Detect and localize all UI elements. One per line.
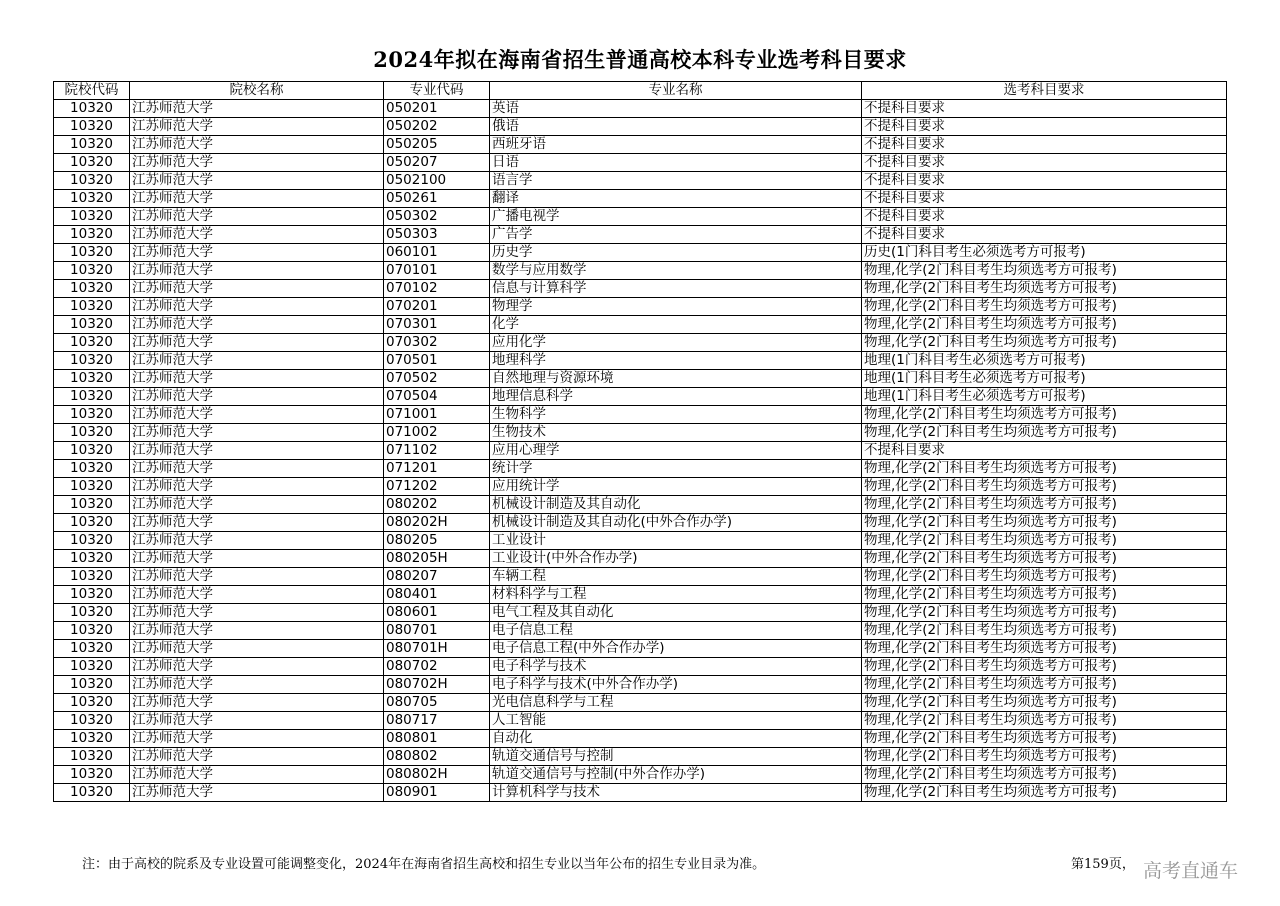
subject-requirement-cell: 物理,化学(2门科目考生均须选考方可报考) (862, 424, 1227, 442)
table-row (54, 730, 1227, 748)
school-name-cell: 江苏师范大学 (130, 568, 384, 586)
major-code-cell: 070102 (384, 280, 490, 298)
major-code-cell: 071002 (384, 424, 490, 442)
school-name-cell: 江苏师范大学 (130, 172, 384, 190)
major-code-cell: 070504 (384, 388, 490, 406)
table-row (54, 226, 1227, 244)
major-code-cell: 080802H (384, 766, 490, 784)
school-name-cell: 江苏师范大学 (130, 532, 384, 550)
school-code-cell: 10320 (54, 280, 130, 298)
table-row (54, 208, 1227, 226)
subject-requirement-cell: 物理,化学(2门科目考生均须选考方可报考) (862, 532, 1227, 550)
major-code-cell: 050261 (384, 190, 490, 208)
major-code-cell: 050202 (384, 118, 490, 136)
school-code-cell: 10320 (54, 136, 130, 154)
major-name-cell: 应用化学 (490, 334, 862, 352)
school-name-cell: 江苏师范大学 (130, 748, 384, 766)
table-row (54, 100, 1227, 118)
table-row (54, 118, 1227, 136)
requirements-table (53, 81, 1227, 802)
school-code-cell: 10320 (54, 262, 130, 280)
school-name-cell: 江苏师范大学 (130, 658, 384, 676)
table-row (54, 154, 1227, 172)
school-code-cell: 10320 (54, 766, 130, 784)
subject-requirement-cell: 不提科目要求 (862, 208, 1227, 226)
school-name-cell: 江苏师范大学 (130, 118, 384, 136)
major-code-cell: 080801 (384, 730, 490, 748)
major-code-cell: 0502100 (384, 172, 490, 190)
major-code-cell: 080705 (384, 694, 490, 712)
major-name-cell: 工业设计 (490, 532, 862, 550)
major-name-cell: 统计学 (490, 460, 862, 478)
major-name-cell: 化学 (490, 316, 862, 334)
school-code-cell: 10320 (54, 658, 130, 676)
major-name-cell: 物理学 (490, 298, 862, 316)
school-name-cell: 江苏师范大学 (130, 280, 384, 298)
major-name-cell: 应用心理学 (490, 442, 862, 460)
major-name-cell: 自然地理与资源环境 (490, 370, 862, 388)
school-name-cell: 江苏师范大学 (130, 712, 384, 730)
school-name-cell: 江苏师范大学 (130, 676, 384, 694)
subject-requirement-cell: 物理,化学(2门科目考生均须选考方可报考) (862, 784, 1227, 802)
school-name-cell: 江苏师范大学 (130, 604, 384, 622)
table-row (54, 442, 1227, 460)
subject-requirement-cell: 物理,化学(2门科目考生均须选考方可报考) (862, 712, 1227, 730)
subject-requirement-cell: 不提科目要求 (862, 100, 1227, 118)
subject-requirement-cell: 物理,化学(2门科目考生均须选考方可报考) (862, 586, 1227, 604)
major-code-cell: 071102 (384, 442, 490, 460)
table-row (54, 568, 1227, 586)
major-code-cell: 060101 (384, 244, 490, 262)
school-code-cell: 10320 (54, 406, 130, 424)
table-row (54, 532, 1227, 550)
major-name-cell: 车辆工程 (490, 568, 862, 586)
subject-requirement-cell: 物理,化学(2门科目考生均须选考方可报考) (862, 658, 1227, 676)
subject-requirement-cell: 物理,化学(2门科目考生均须选考方可报考) (862, 568, 1227, 586)
major-code-cell: 080205 (384, 532, 490, 550)
school-name-cell: 江苏师范大学 (130, 766, 384, 784)
subject-requirement-cell: 不提科目要求 (862, 442, 1227, 460)
major-name-cell: 机械设计制造及其自动化 (490, 496, 862, 514)
subject-requirement-cell: 物理,化学(2门科目考生均须选考方可报考) (862, 298, 1227, 316)
major-code-cell: 071201 (384, 460, 490, 478)
major-code-cell: 080717 (384, 712, 490, 730)
watermark: 高考直通车 (1143, 860, 1239, 882)
subject-requirement-cell: 物理,化学(2门科目考生均须选考方可报考) (862, 640, 1227, 658)
subject-requirement-cell: 物理,化学(2门科目考生均须选考方可报考) (862, 280, 1227, 298)
table-row (54, 352, 1227, 370)
school-name-cell: 江苏师范大学 (130, 316, 384, 334)
school-code-cell: 10320 (54, 532, 130, 550)
header-major-name: 专业名称 (490, 82, 862, 100)
page-title: 2024年拟在海南省招生普通高校本科专业选考科目要求 (373, 47, 907, 72)
school-code-cell: 10320 (54, 550, 130, 568)
subject-requirement-cell: 物理,化学(2门科目考生均须选考方可报考) (862, 406, 1227, 424)
subject-requirement-cell: 物理,化学(2门科目考生均须选考方可报考) (862, 766, 1227, 784)
school-code-cell: 10320 (54, 154, 130, 172)
table-row (54, 694, 1227, 712)
major-name-cell: 生物技术 (490, 424, 862, 442)
major-code-cell: 080802 (384, 748, 490, 766)
major-code-cell: 080202 (384, 496, 490, 514)
school-code-cell: 10320 (54, 352, 130, 370)
major-name-cell: 英语 (490, 100, 862, 118)
school-name-cell: 江苏师范大学 (130, 640, 384, 658)
major-code-cell: 071001 (384, 406, 490, 424)
major-name-cell: 电子信息工程 (490, 622, 862, 640)
major-name-cell: 地理信息科学 (490, 388, 862, 406)
header-major-code: 专业代码 (384, 82, 490, 100)
school-code-cell: 10320 (54, 784, 130, 802)
major-name-cell: 机械设计制造及其自动化(中外合作办学) (490, 514, 862, 532)
school-name-cell: 江苏师范大学 (130, 442, 384, 460)
header-school-name: 院校名称 (130, 82, 384, 100)
subject-requirement-cell: 物理,化学(2门科目考生均须选考方可报考) (862, 478, 1227, 496)
school-code-cell: 10320 (54, 604, 130, 622)
major-name-cell: 轨道交通信号与控制 (490, 748, 862, 766)
major-name-cell: 工业设计(中外合作办学) (490, 550, 862, 568)
major-name-cell: 西班牙语 (490, 136, 862, 154)
major-name-cell: 光电信息科学与工程 (490, 694, 862, 712)
table-row (54, 766, 1227, 784)
school-name-cell: 江苏师范大学 (130, 352, 384, 370)
school-code-cell: 10320 (54, 586, 130, 604)
subject-requirement-cell: 地理(1门科目考生必须选考方可报考) (862, 352, 1227, 370)
school-code-cell: 10320 (54, 478, 130, 496)
school-code-cell: 10320 (54, 370, 130, 388)
footer-note: 注：由于高校的院系及专业设置可能调整变化，2024年在海南省招生高校和招生专业以当年公布的招生专业目录为准。 (82, 857, 766, 872)
table-row (54, 334, 1227, 352)
table-row (54, 622, 1227, 640)
major-code-cell: 050302 (384, 208, 490, 226)
table-row (54, 316, 1227, 334)
major-code-cell: 080207 (384, 568, 490, 586)
subject-requirement-cell: 物理,化学(2门科目考生均须选考方可报考) (862, 514, 1227, 532)
subject-requirement-cell: 地理(1门科目考生必须选考方可报考) (862, 370, 1227, 388)
school-name-cell: 江苏师范大学 (130, 424, 384, 442)
table-row (54, 478, 1227, 496)
header-school-code: 院校代码 (54, 82, 130, 100)
subject-requirement-cell: 不提科目要求 (862, 226, 1227, 244)
table-row (54, 424, 1227, 442)
school-code-cell: 10320 (54, 100, 130, 118)
school-code-cell: 10320 (54, 622, 130, 640)
major-code-cell: 050303 (384, 226, 490, 244)
table-row (54, 658, 1227, 676)
table-row (54, 388, 1227, 406)
school-code-cell: 10320 (54, 172, 130, 190)
table-body (54, 100, 1227, 802)
major-code-cell: 080401 (384, 586, 490, 604)
major-name-cell: 人工智能 (490, 712, 862, 730)
major-name-cell: 数学与应用数学 (490, 262, 862, 280)
major-name-cell: 轨道交通信号与控制(中外合作办学) (490, 766, 862, 784)
subject-requirement-cell: 物理,化学(2门科目考生均须选考方可报考) (862, 460, 1227, 478)
subject-requirement-cell: 物理,化学(2门科目考生均须选考方可报考) (862, 496, 1227, 514)
school-name-cell: 江苏师范大学 (130, 226, 384, 244)
subject-requirement-cell: 物理,化学(2门科目考生均须选考方可报考) (862, 694, 1227, 712)
subject-requirement-cell: 不提科目要求 (862, 118, 1227, 136)
table-row (54, 406, 1227, 424)
major-name-cell: 电气工程及其自动化 (490, 604, 862, 622)
major-code-cell: 080601 (384, 604, 490, 622)
major-name-cell: 地理科学 (490, 352, 862, 370)
subject-requirement-cell: 不提科目要求 (862, 136, 1227, 154)
subject-requirement-cell: 不提科目要求 (862, 190, 1227, 208)
school-code-cell: 10320 (54, 118, 130, 136)
school-code-cell: 10320 (54, 442, 130, 460)
school-name-cell: 江苏师范大学 (130, 550, 384, 568)
school-name-cell: 江苏师范大学 (130, 460, 384, 478)
table-row (54, 370, 1227, 388)
subject-requirement-cell: 物理,化学(2门科目考生均须选考方可报考) (862, 316, 1227, 334)
table-row (54, 748, 1227, 766)
subject-requirement-cell: 不提科目要求 (862, 154, 1227, 172)
school-name-cell: 江苏师范大学 (130, 100, 384, 118)
major-name-cell: 语言学 (490, 172, 862, 190)
school-name-cell: 江苏师范大学 (130, 730, 384, 748)
school-code-cell: 10320 (54, 712, 130, 730)
major-code-cell: 070201 (384, 298, 490, 316)
subject-requirement-cell: 物理,化学(2门科目考生均须选考方可报考) (862, 262, 1227, 280)
major-name-cell: 翻译 (490, 190, 862, 208)
table-row (54, 784, 1227, 802)
major-name-cell: 电子信息工程(中外合作办学) (490, 640, 862, 658)
table-row (54, 640, 1227, 658)
subject-requirement-cell: 物理,化学(2门科目考生均须选考方可报考) (862, 550, 1227, 568)
school-name-cell: 江苏师范大学 (130, 622, 384, 640)
school-name-cell: 江苏师范大学 (130, 370, 384, 388)
table-row (54, 244, 1227, 262)
header-row (54, 82, 1227, 100)
school-code-cell: 10320 (54, 316, 130, 334)
school-code-cell: 10320 (54, 514, 130, 532)
school-code-cell: 10320 (54, 388, 130, 406)
major-code-cell: 050207 (384, 154, 490, 172)
major-name-cell: 生物科学 (490, 406, 862, 424)
major-code-cell: 080202H (384, 514, 490, 532)
school-name-cell: 江苏师范大学 (130, 334, 384, 352)
major-name-cell: 历史学 (490, 244, 862, 262)
school-name-cell: 江苏师范大学 (130, 784, 384, 802)
school-code-cell: 10320 (54, 568, 130, 586)
school-code-cell: 10320 (54, 460, 130, 478)
table-header (54, 82, 1227, 100)
major-code-cell: 050201 (384, 100, 490, 118)
table-row (54, 676, 1227, 694)
school-code-cell: 10320 (54, 676, 130, 694)
school-name-cell: 江苏师范大学 (130, 406, 384, 424)
subject-requirement-cell: 物理,化学(2门科目考生均须选考方可报考) (862, 622, 1227, 640)
major-name-cell: 广告学 (490, 226, 862, 244)
school-code-cell: 10320 (54, 694, 130, 712)
school-code-cell: 10320 (54, 226, 130, 244)
header-subject-requirement: 选考科目要求 (862, 82, 1227, 100)
table-row (54, 190, 1227, 208)
major-code-cell: 050205 (384, 136, 490, 154)
major-name-cell: 信息与计算科学 (490, 280, 862, 298)
school-name-cell: 江苏师范大学 (130, 262, 384, 280)
major-code-cell: 070101 (384, 262, 490, 280)
table-row (54, 550, 1227, 568)
major-code-cell: 080702 (384, 658, 490, 676)
major-name-cell: 电子科学与技术(中外合作办学) (490, 676, 862, 694)
school-code-cell: 10320 (54, 208, 130, 226)
major-code-cell: 080901 (384, 784, 490, 802)
major-name-cell: 广播电视学 (490, 208, 862, 226)
major-name-cell: 电子科学与技术 (490, 658, 862, 676)
major-name-cell: 自动化 (490, 730, 862, 748)
school-name-cell: 江苏师范大学 (130, 190, 384, 208)
major-code-cell: 080701 (384, 622, 490, 640)
school-code-cell: 10320 (54, 496, 130, 514)
school-code-cell: 10320 (54, 334, 130, 352)
table-row (54, 262, 1227, 280)
school-name-cell: 江苏师范大学 (130, 496, 384, 514)
school-code-cell: 10320 (54, 748, 130, 766)
school-name-cell: 江苏师范大学 (130, 694, 384, 712)
table-row (54, 460, 1227, 478)
subject-requirement-cell: 物理,化学(2门科目考生均须选考方可报考) (862, 748, 1227, 766)
school-name-cell: 江苏师范大学 (130, 154, 384, 172)
major-code-cell: 070301 (384, 316, 490, 334)
school-name-cell: 江苏师范大学 (130, 208, 384, 226)
school-code-cell: 10320 (54, 190, 130, 208)
school-name-cell: 江苏师范大学 (130, 244, 384, 262)
subject-requirement-cell: 历史(1门科目考生必须选考方可报考) (862, 244, 1227, 262)
school-name-cell: 江苏师范大学 (130, 388, 384, 406)
table-row (54, 172, 1227, 190)
major-name-cell: 应用统计学 (490, 478, 862, 496)
page-number: 第159页， (1071, 857, 1135, 872)
table-row (54, 604, 1227, 622)
major-name-cell: 俄语 (490, 118, 862, 136)
school-code-cell: 10320 (54, 298, 130, 316)
school-name-cell: 江苏师范大学 (130, 586, 384, 604)
school-name-cell: 江苏师范大学 (130, 298, 384, 316)
subject-requirement-cell: 不提科目要求 (862, 172, 1227, 190)
major-code-cell: 071202 (384, 478, 490, 496)
subject-requirement-cell: 物理,化学(2门科目考生均须选考方可报考) (862, 676, 1227, 694)
table-row (54, 280, 1227, 298)
major-code-cell: 070501 (384, 352, 490, 370)
subject-requirement-cell: 物理,化学(2门科目考生均须选考方可报考) (862, 334, 1227, 352)
table-row (54, 514, 1227, 532)
major-name-cell: 材料科学与工程 (490, 586, 862, 604)
table-row (54, 496, 1227, 514)
major-code-cell: 070302 (384, 334, 490, 352)
major-code-cell: 080702H (384, 676, 490, 694)
school-name-cell: 江苏师范大学 (130, 514, 384, 532)
major-code-cell: 070502 (384, 370, 490, 388)
school-code-cell: 10320 (54, 730, 130, 748)
major-code-cell: 080205H (384, 550, 490, 568)
school-name-cell: 江苏师范大学 (130, 136, 384, 154)
major-name-cell: 日语 (490, 154, 862, 172)
major-code-cell: 080701H (384, 640, 490, 658)
table-row (54, 586, 1227, 604)
subject-requirement-cell: 物理,化学(2门科目考生均须选考方可报考) (862, 730, 1227, 748)
school-name-cell: 江苏师范大学 (130, 478, 384, 496)
table-row (54, 712, 1227, 730)
major-name-cell: 计算机科学与技术 (490, 784, 862, 802)
school-code-cell: 10320 (54, 640, 130, 658)
table-row (54, 298, 1227, 316)
subject-requirement-cell: 地理(1门科目考生必须选考方可报考) (862, 388, 1227, 406)
school-code-cell: 10320 (54, 244, 130, 262)
subject-requirement-cell: 物理,化学(2门科目考生均须选考方可报考) (862, 604, 1227, 622)
table-row (54, 136, 1227, 154)
school-code-cell: 10320 (54, 424, 130, 442)
